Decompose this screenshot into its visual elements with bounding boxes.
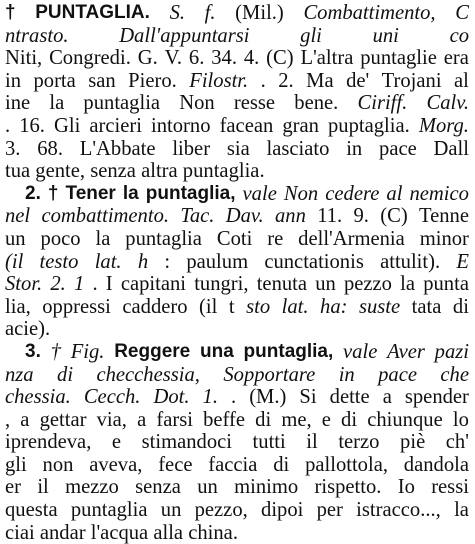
text-line [5, 431, 469, 454]
citation: caddero [122, 295, 188, 318]
citation: era [443, 47, 469, 70]
citation: dell'Armenia [298, 227, 405, 250]
citation: la [49, 92, 65, 115]
citation: re [267, 227, 284, 250]
sense-heading: † [50, 340, 61, 363]
sense-heading: puntaglia, [145, 182, 236, 204]
citation: beffe [203, 408, 245, 431]
definition: nemico [409, 182, 469, 205]
citation: dette [329, 386, 370, 409]
citation: L'Abbate [79, 137, 156, 160]
grammar-label: S. [169, 2, 186, 24]
field-note: (Mil.) [235, 2, 284, 24]
citation: t [228, 295, 235, 318]
text-line [5, 205, 469, 228]
citation: lat. [94, 250, 122, 273]
definition: che [440, 363, 469, 386]
citation: er [5, 476, 21, 499]
citation: ressi [431, 476, 469, 499]
citation: Gli [54, 114, 81, 137]
citation: a [20, 408, 30, 431]
citation: il [37, 476, 49, 499]
citation: via, [96, 408, 127, 431]
citation: Congredi. [49, 47, 131, 70]
citation: V. [164, 47, 183, 70]
citation: Tac. [180, 205, 215, 228]
sense-heading: puntaglia, [243, 340, 334, 362]
citation: sia [226, 137, 250, 160]
citation: tenuta [256, 273, 308, 296]
text-line [5, 499, 469, 522]
citation: . [260, 69, 266, 92]
citation: il [306, 431, 318, 454]
citation: E [456, 250, 469, 273]
citation: minor [419, 227, 469, 250]
citation: lia, [5, 295, 31, 318]
text-line [5, 228, 469, 251]
sense-heading: † [47, 182, 59, 204]
definition: pazi [434, 340, 469, 363]
definition: chessia. [5, 386, 71, 409]
text-line [5, 138, 469, 161]
text-line [5, 364, 469, 387]
definition: Dall'appuntarsi [119, 24, 250, 47]
text-line [5, 47, 469, 70]
definition: cedere [325, 182, 380, 205]
citation: di [273, 453, 290, 476]
citation: farsi [156, 408, 193, 431]
citation: Io [397, 476, 415, 499]
citation: 11. [317, 205, 343, 228]
citation: oppressi [42, 295, 111, 318]
citation: arcieri [89, 114, 142, 137]
text-line [5, 183, 469, 206]
dictionary-entry-text [5, 2, 469, 544]
citation: san [88, 69, 116, 92]
citation: Cecch. [83, 386, 141, 409]
citation: un [5, 227, 26, 250]
citation: e [111, 431, 122, 454]
citation: minimo [234, 476, 299, 499]
citation: e [321, 408, 331, 431]
citation: mezzo [65, 476, 119, 499]
citation: (M.) [249, 386, 287, 409]
citation: 34. [211, 47, 237, 70]
citation: 2. [50, 273, 66, 296]
citation: acie). [5, 318, 51, 341]
citation: iprendeva, [5, 431, 92, 454]
citation: . [5, 114, 11, 137]
citation: fece [158, 453, 193, 476]
citation: L'altra [300, 47, 354, 70]
citation: ha: [320, 295, 348, 318]
citation: (il [199, 295, 218, 318]
citation: 68. [37, 137, 63, 160]
text-line [5, 318, 469, 341]
citation: chiunque [367, 408, 443, 431]
headword: PUNTAGLIA. [35, 2, 150, 23]
definition: gli [300, 24, 322, 47]
citation: de' [346, 69, 370, 92]
citation: puntaglia [83, 92, 161, 115]
citation: 6. [188, 47, 205, 70]
citation: Ma [306, 69, 334, 92]
citation: di [255, 408, 272, 431]
definition: nza [5, 363, 34, 386]
citation: me, [281, 408, 312, 431]
definition: combattimento. [41, 205, 170, 228]
text-line [5, 251, 469, 274]
citation: spender [404, 386, 469, 409]
citation: bene. [294, 92, 339, 115]
text-line [5, 160, 469, 183]
sense-heading: la [122, 182, 139, 204]
citation: pezzo [343, 273, 392, 296]
citation: senza [135, 476, 181, 499]
citation: Coti [216, 227, 253, 250]
text-line [5, 70, 469, 93]
citation: Non [179, 92, 215, 115]
sense-heading: Tener [65, 182, 116, 204]
citation: poco [40, 227, 81, 250]
citation: istracco..., [356, 499, 441, 522]
citation: facean [219, 114, 274, 137]
citation: 4. [243, 47, 260, 70]
citation: Tenne [418, 205, 469, 228]
citation: resse [233, 92, 276, 115]
definition: in [338, 363, 355, 386]
definition: vale [242, 182, 277, 205]
citation: in [346, 137, 363, 160]
text-line [5, 115, 469, 138]
sense-heading: Reggere [114, 340, 191, 362]
citation: 9. [353, 205, 369, 228]
citation: , [5, 408, 11, 431]
citation: . [92, 273, 98, 296]
citation: piè [400, 431, 426, 454]
citation: sto [246, 295, 271, 318]
text-line [5, 386, 469, 409]
citation: in [5, 69, 22, 92]
citation: h [137, 250, 149, 273]
citation: Ciriff. [357, 92, 408, 115]
definition: pace [378, 363, 417, 386]
definition: Aver [387, 340, 425, 363]
citation: terzo [338, 431, 380, 454]
citation: ch' [445, 431, 469, 454]
citation: puptaglia. [327, 114, 410, 137]
citation: capitani [120, 273, 187, 296]
text-line [5, 454, 469, 477]
citation: . [231, 386, 237, 409]
citation: tua gente, senza altra puntaglia. [5, 160, 265, 183]
citation: dandola [403, 453, 469, 476]
text-line [5, 25, 469, 48]
citation: a [382, 386, 392, 409]
citation: Morg. [418, 114, 469, 137]
citation: ciai andar l'acqua alla china. [5, 521, 238, 544]
definition: al [386, 182, 403, 205]
citation: Si [299, 386, 317, 409]
citation: Niti, [5, 47, 43, 70]
citation: ann [275, 205, 306, 228]
citation: questa [5, 499, 58, 522]
citation: la [400, 273, 416, 296]
definition: Combattimento, [303, 2, 436, 24]
citation: lasciato [266, 137, 330, 160]
citation: 3. [5, 137, 21, 160]
text-line [5, 296, 469, 319]
citation: di [341, 408, 358, 431]
citation: intorno [151, 114, 211, 137]
citation: faccia [208, 453, 258, 476]
text-line [5, 341, 469, 364]
headword: † [5, 2, 16, 23]
definition: nel [5, 205, 31, 228]
citation: liber [172, 137, 211, 160]
citation: tata [411, 295, 442, 318]
citation: (il [5, 250, 24, 273]
citation: : [164, 250, 171, 273]
citation: Trojani [381, 69, 442, 92]
citation: testo [39, 250, 79, 273]
text-line [5, 476, 469, 499]
citation: Dot. [153, 386, 190, 409]
citation: 1. [202, 386, 218, 409]
citation: gettar [39, 408, 87, 431]
citation: un [160, 499, 182, 522]
citation: lat. [281, 295, 309, 318]
text-line [5, 2, 469, 25]
citation: 1 [74, 273, 85, 296]
citation: suste [358, 295, 401, 318]
definition: ntrasto. [5, 24, 69, 47]
text-line [5, 522, 469, 544]
definition: co [449, 24, 469, 47]
citation: pace [379, 137, 417, 160]
citation: cunctationis [264, 250, 364, 273]
citation: la [95, 227, 111, 250]
citation: tutti [252, 431, 286, 454]
grammar-label: f. [204, 2, 216, 24]
citation: Piero. [128, 69, 177, 92]
citation: Filostr. [189, 69, 249, 92]
citation: rispetto. [314, 476, 382, 499]
citation: pezzo, [194, 499, 248, 522]
text-line [5, 273, 469, 296]
text-line [5, 409, 469, 432]
citation: (C) [380, 205, 408, 228]
citation: (C) [266, 47, 294, 70]
citation: paulum [186, 250, 249, 273]
citation: Stor. [5, 273, 43, 296]
citation: punta [423, 273, 469, 296]
definition: Non [283, 182, 319, 205]
citation: 2. [278, 69, 294, 92]
citation: aveva, [89, 453, 143, 476]
sense-number: 3. [25, 340, 41, 362]
citation: G. [137, 47, 158, 70]
sense-heading: Fig. [70, 340, 105, 363]
citation: la [454, 499, 469, 522]
citation: gli [5, 453, 27, 476]
citation: Dall [433, 137, 469, 160]
citation: attulit). [380, 250, 441, 273]
citation: di [452, 295, 469, 318]
definition: Sopportare [223, 363, 316, 386]
definition: di [57, 363, 74, 386]
citation: non [42, 453, 74, 476]
citation: gran [282, 114, 319, 137]
citation: 16. [19, 114, 45, 137]
citation: Calv. [426, 92, 469, 115]
citation: stimandoci [141, 431, 232, 454]
citation: un [197, 476, 218, 499]
definition: uni [372, 24, 399, 47]
citation: lo [452, 408, 469, 431]
sense-number: 2. [25, 182, 41, 204]
citation: al [454, 69, 469, 92]
citation: ine [5, 92, 31, 115]
citation: porta [33, 69, 76, 92]
citation: un [315, 273, 336, 296]
citation: a [137, 408, 147, 431]
definition: checchessia, [96, 363, 200, 386]
text-line [5, 92, 469, 115]
citation: Dav. [225, 205, 264, 228]
citation: dipoi [261, 499, 304, 522]
citation: per [316, 499, 343, 522]
citation: puntaglia [70, 499, 148, 522]
sense-heading: una [200, 340, 234, 362]
definition: vale [343, 340, 378, 363]
citation: puntaglie [360, 47, 437, 70]
citation: I [105, 273, 113, 296]
citation: puntaglia [125, 227, 202, 250]
definition: C [455, 2, 469, 24]
citation: pallottola, [305, 453, 388, 476]
citation: tungri, [194, 273, 249, 296]
